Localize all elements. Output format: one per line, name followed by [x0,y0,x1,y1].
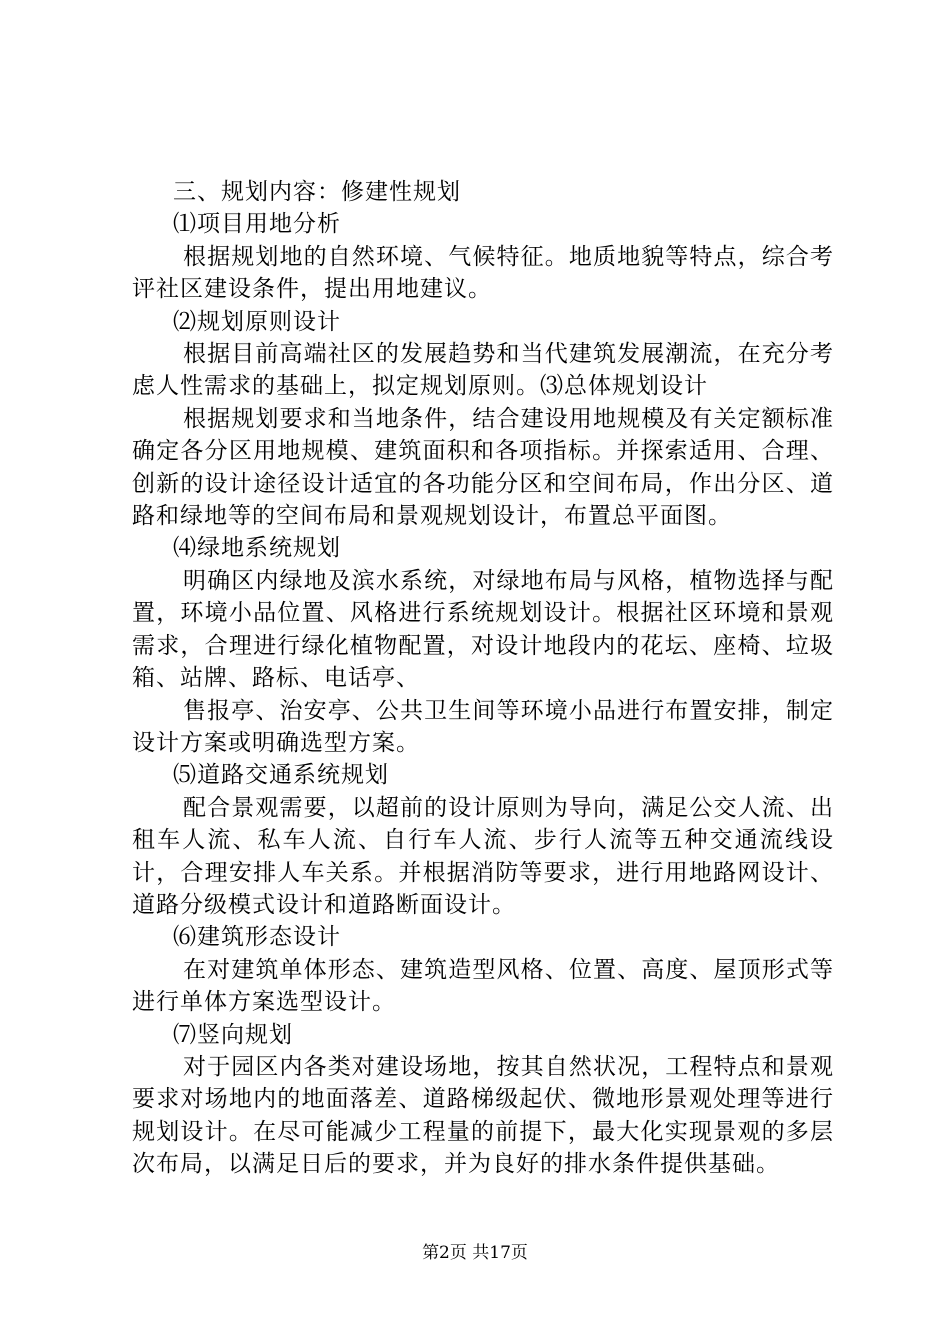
paragraph: 根据规划要求和当地条件，结合建设用地规模及有关定额标准确定各分区用地规模、建筑面积和各项指标。并探索适用、合理、创新的设计途径设计适宜的各功能分区和空间布局，作出分区、道路和绿地等的空间布局和景观规划设计，布置总平面图。 [132,405,834,530]
paragraph: 售报亭、治安亭、公共卫生间等环境小品进行布置安排，制定设计方案或明确选型方案。 [132,697,834,756]
paragraph: 根据规划地的自然环境、气候特征。地质地貌等特点，综合考评社区建设条件，提出用地建议。 [132,243,834,303]
page-number: 第2页 共17页 [422,1243,528,1263]
document-body [132,176,834,1181]
subsection-heading: ⑹建筑形态设计 [173,924,341,951]
paragraph: 根据目前高端社区的发展趋势和当代建筑发展潮流，在充分考虑人性需求的基础上，拟定规划原则。⑶总体规划设计 [132,341,834,400]
paragraph: 配合景观需要，以超前的设计原则为导向，满足公交人流、出租车人流、私车人流、自行车人流、步行人流等五种交通流线设计，合理安排人车关系。并根据消防等要求，进行用地路网设计、道路分级模式设计和道路断面设计。 [132,794,834,918]
paragraph: 对于园区内各类对建设场地，按其自然状况，工程特点和景观要求对场地内的地面落差、道路梯级起伏、微地形景观处理等进行规划设计。在尽可能减少工程量的前提下，最大化实现景观的多层次布局，以满足日后的要求，并为良好的排水条件提供基础。 [132,1053,834,1178]
paragraph: 在对建筑单体形态、建筑造型风格、位置、高度、屋顶形式等进行单体方案选型设计。 [132,956,834,1016]
paragraph: 明确区内绿地及滨水系统，对绿地布局与风格，植物选择与配置，环境小品位置、风格进行系统规划设计。根据社区环境和景观需求，合理进行绿化植物配置，对设计地段内的花坛、座椅、垃圾箱、站牌、路标、电话亭、 [132,567,834,692]
section-title: 三、规划内容：修建性规划 [173,179,461,205]
subsection-heading: ⑴项目用地分析 [173,211,341,238]
subsection-heading: ⑸道路交通系统规划 [173,762,389,789]
subsection-heading: ⑷绿地系统规划 [173,535,341,562]
subsection-heading: ⑺竖向规划 [173,1021,293,1048]
subsection-heading: ⑵规划原则设计 [173,308,341,335]
